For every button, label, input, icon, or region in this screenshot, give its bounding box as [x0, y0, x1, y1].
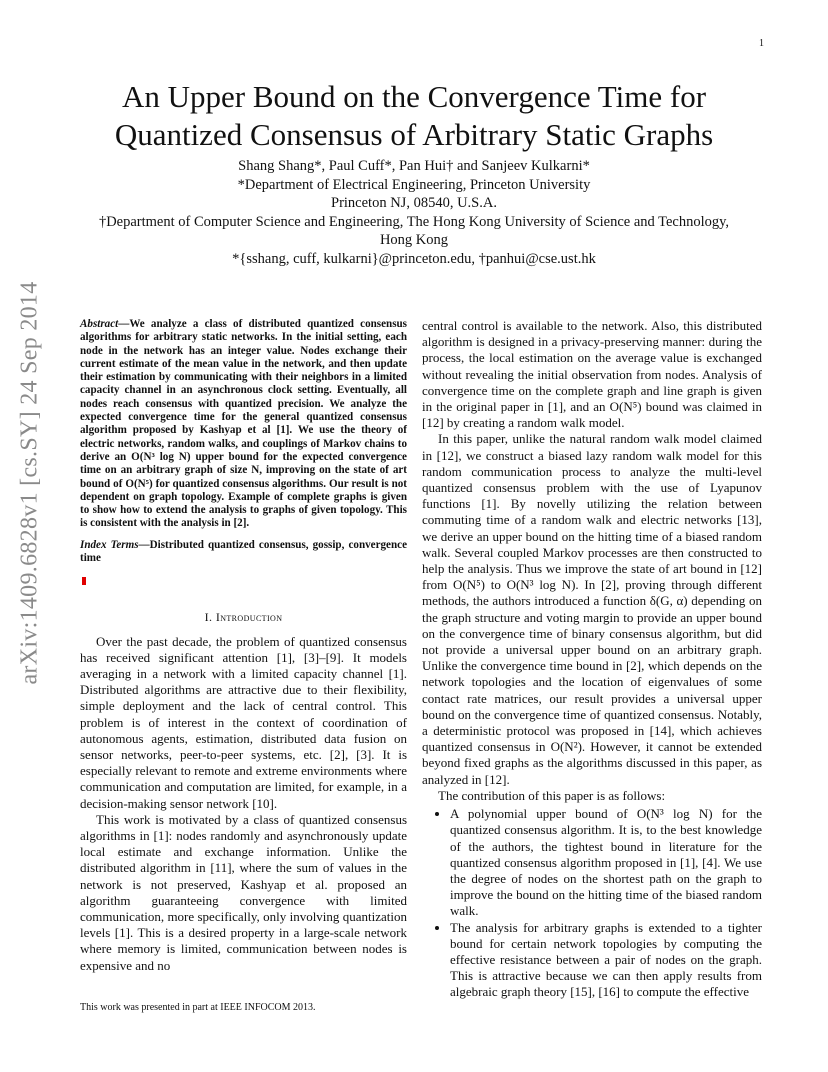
- author-emails: *{sshang, cuff, kulkarni}@princeton.edu, †panhui@cse.ust.hk: [232, 250, 596, 267]
- abstract-label: Abstract: [80, 318, 119, 330]
- section-numeral: I.: [204, 610, 216, 625]
- index-terms: [80, 539, 407, 566]
- section-heading-introduction: [80, 609, 407, 625]
- right-column: [422, 318, 762, 1001]
- index-terms-text: —Distributed quantized consensus, gossip, convergence time: [80, 538, 407, 565]
- footnote: This work was presented in part at IEEE INFOCOM 2013.: [80, 1002, 316, 1013]
- index-terms-label: Index Terms: [80, 538, 139, 551]
- section-title: Introduction: [215, 610, 283, 625]
- body-paragraph: The contribution of this paper is as follows:: [438, 787, 666, 803]
- affiliation-hkust: †Department of Computer Science and Engineering, The Hong Kong University of Science and Technology,: [98, 213, 730, 230]
- author-names: Shang Shang*, Paul Cuff*, Pan Hui† and Sanjeev Kulkarni*: [238, 158, 590, 174]
- body-paragraph: central control is available to the network. Also, this distributed algorithm is designed in a privacy-preserving manner: during the process, the local estimation on the average value is exchanged without revealing the initial observation from nodes. Analysis of convergence time on the complete graph and line graph is given in the original paper in [1], and an O(N⁵) bound was claimed in [12] by creating a random walk model.: [422, 318, 762, 431]
- body-paragraph: Over the past decade, the problem of quantized consensus has received significant attention [1], [3]–[9]. It models averaging in a network with a limited capacity channel [1]. Distributed algorithms are attractive due to their flexibility, simple deployment and the lack of central control. This problem is of interest in the context of coordination of autonomous agents, estimation, distributed data fusion on sensor networks, peer-to-peer systems, etc. [2], [3]. It is especially relevant to remote and extreme environments where communication and computation are limited, for example, in a decision-making sensor network [10].: [80, 633, 407, 811]
- arxiv-identifier-sidebar: [10, 280, 50, 685]
- left-column: [80, 318, 407, 974]
- arxiv-identifier-text: arXiv:1409.6828v1 [cs.SY] 24 Sep 2014: [16, 280, 43, 685]
- paper-title: [60, 78, 768, 154]
- title-line: An Upper Bound on the Convergence Time for: [121, 79, 707, 114]
- abstract: [80, 318, 407, 531]
- affiliation-princeton-address: Princeton NJ, 08540, U.S.A.: [331, 195, 497, 211]
- red-marker: [82, 577, 86, 585]
- affiliation-princeton: *Department of Electrical Engineering, Princeton University: [237, 176, 591, 193]
- list-item: • The analysis for arbitrary graphs is extended to a tighter bound for certain network topologies by computing the effective resistance between a pair of nodes on the graph. This is attractive because we can then apply results from algebraic graph theory [15], [16] to compute the effective: [450, 920, 762, 1001]
- abstract-text: —We analyze a class of distributed quantized consensus algorithms for arbitrary static networks. In the initial setting, each node in the network has an integer value. Nodes exchange their current estimate of the mean value in the network, and then update their estimation by communicating with their neighbors in a limited capacity channel in an asynchronous clock setting. Eventually, all nodes reach consensus with quantized precision. We analyze the expected convergence time for the general quantized consensus algorithm proposed by Kashyap et al [1]. We use the theory of electric networks, random walks, and couplings of Markov chains to derive an O(N³ log N) upper bound for the expected convergence time on an arbitrary graph of size N, improving on the state of art bound of O(N⁵) for quantized consensus algorithms. Our result is not dependent on graph topology. Example of complete graphs is given to show how to extend the analysis to graphs of given topology. This is consistent with the analysis in [2].: [80, 318, 407, 530]
- affiliation-hkust-city: Hong Kong: [379, 232, 449, 248]
- list-item: • A polynomial upper bound of O(N³ log N) for the quantized consensus algorithm. It is, to the best knowledge of the authors, the tightest bound in literature for the quantized consensus algorithm proposed in [1], [4]. We use the degree of nodes on the shortest path on the graph to improve the bound on the hitting time of the biased random walk.: [450, 806, 762, 919]
- body-paragraph: This work is motivated by a class of quantized consensus algorithms in [1]: nodes randomly and asynchronously update local estimate and exchange information. Unlike the distributed algorithm in [11], where the sum of values in the network is not preserved, Kashyap et al. proposed an algorithm guaranteeing convergence with limited communication, more specifically, only involving quantization levels [1]. This is a desired property in a large-scale network where memory is limited, communication between nodes is expensive and no: [80, 811, 407, 973]
- body-paragraph: In this paper, unlike the natural random walk model claimed in [12], we construct a biased lazy random walk model for this random communication process to analyze the multi-level quantized consensus problem with the use of Lyapunov functions [1]. By novelly utilizing the relation between commuting time of a random walk and electric networks [13], we derive an upper bound on the hitting time of a biased random walk. Several coupled Markov processes are then constructed to help the analysis. Thus we improve the state of art bound in [12] from O(N⁵) to O(N³ log N). In [2], proving through different methods, the authors introduced a function δ(G, α) depending on the graph structure and voting margin to provide an upper bound on the convergence time of binary consensus algorithm, but did not provide a universal upper bound on an arbitrary graph. Unlike the convergence time bound in [2], which depends on the network topologies and the location of eigenvalues of some contact rate matrices, our result provides a universal upper bound on the convergence time of quantized consensus. Notably, a deterministic protocol was proposed in [14], which achieves quantized consensus in O(N²). However, it cannot be extended beyond fixed graphs as the algorithms discussed in this paper, as analyzed in [12].: [422, 431, 762, 787]
- contribution-list: [422, 806, 762, 1000]
- author-block: [60, 157, 768, 268]
- title-line: Quantized Consensus of Arbitrary Static Graphs: [114, 117, 714, 152]
- page-number: 1: [759, 38, 764, 49]
